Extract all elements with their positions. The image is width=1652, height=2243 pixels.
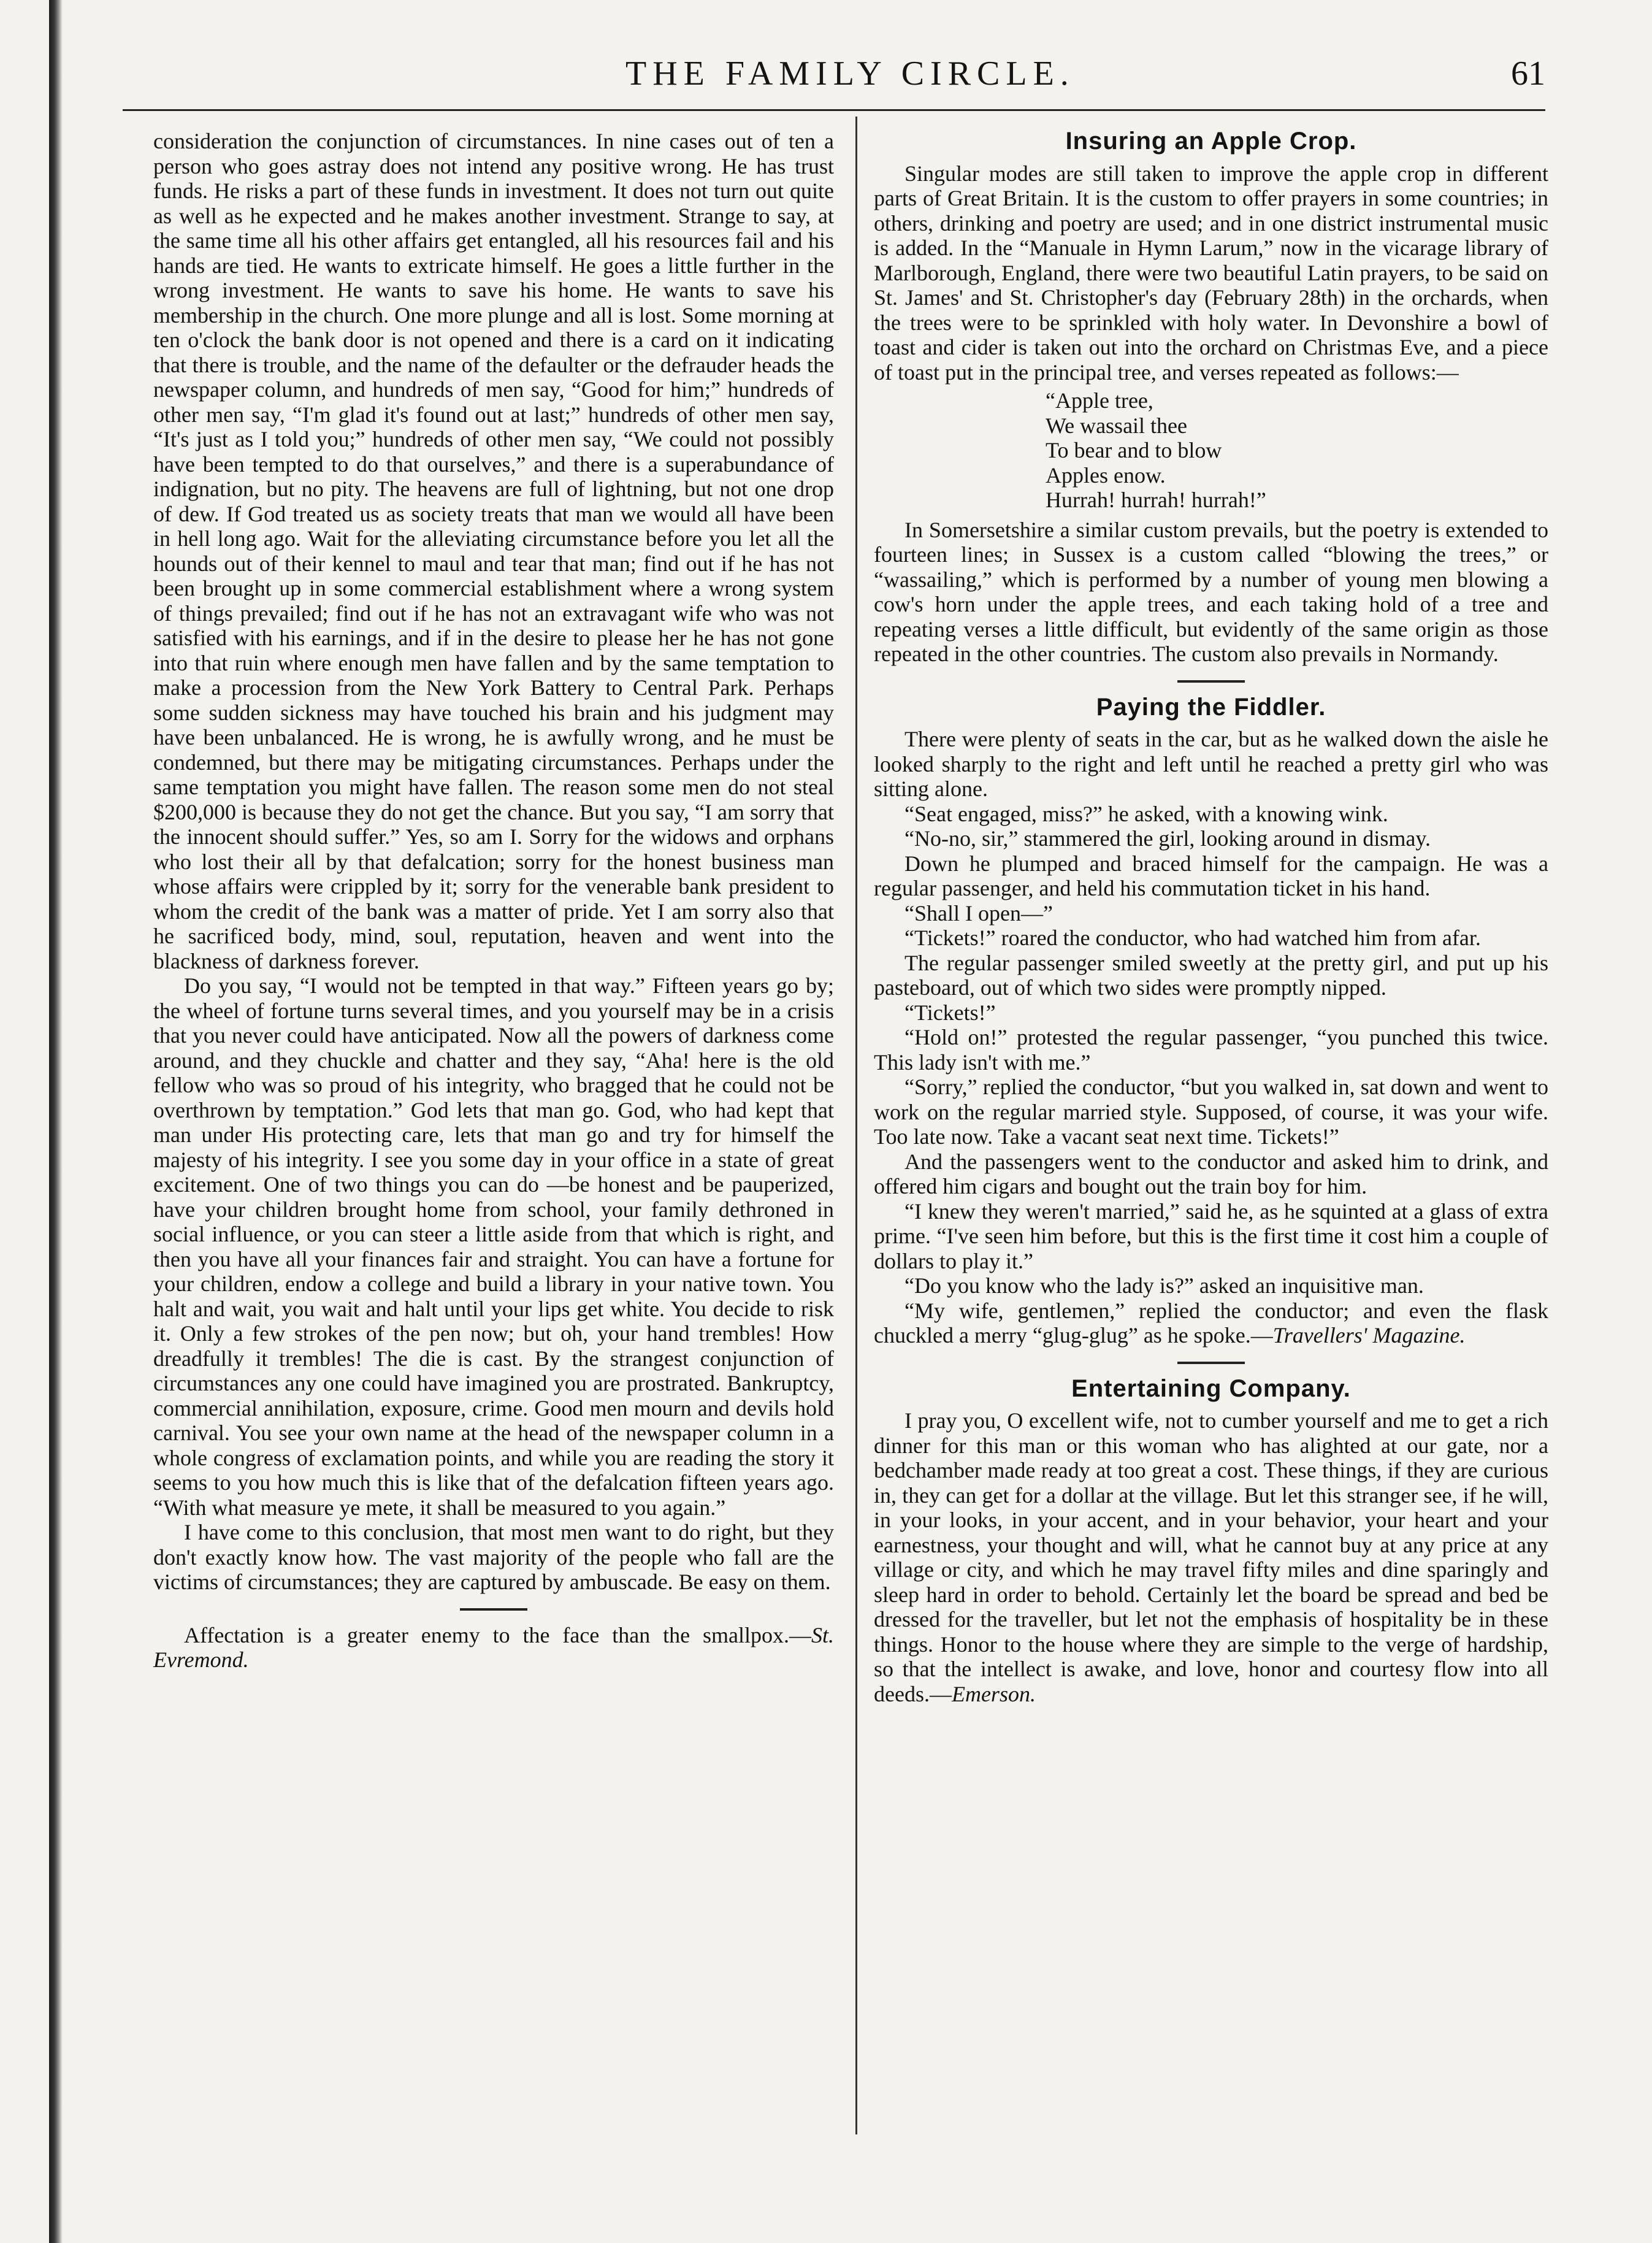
fiddler-paragraph: Down he plumped and braced himself for the campaign. He was a regular passenger, and held his commutation ticket in his hand. — [874, 851, 1548, 900]
verse-line: We wassail thee — [1046, 413, 1188, 438]
section-separator — [1177, 1362, 1245, 1364]
fiddler-last-text: “My wife, gentlemen,” replied the conductor; and even the flask chuckled a merry “glug-glug” as he spoke.— — [874, 1298, 1548, 1348]
apple-paragraph: In Somersetshire a similar custom prevails, but the poetry is extended to fourteen lines; in Sussex is a custom called “blowing the trees,” or “wassailing,” which is performed by a number of young men blowing a cow's horn under the apple trees, and each taking hold of a tree and repeating verses a little difficult, but evidently of the same origin as those repeated in the other countries. The custom also prevails in Normandy. — [874, 517, 1548, 666]
article-paragraph: Do you say, “I would not be tempted in that way.” Fifteen years go by; the wheel of fortune turns several times, and you yourself may be in a crisis that you never could have anticipated. Now all the powers of darkness come around, and they chuckle and chatter and they say, “Aha! here is the old fellow who was so proud of his integrity, who bragged that he could not be overthrown by temptation.” God lets that man go. God, who had kept that man under His protecting care, lets that man go and try for himself the majesty of his integrity. I see you some day in your office in a state of great excitement. One of two things you can do —be honest and be pauperized, have your children brought home from school, your family dethroned in social influence, or you can steer a little aside from that which is right, and then you have all your finances fair and straight. You can have a fortune for your children, endow a college and build a library in your native town. You halt and wait, you wait and halt until your lips get white. You decide to risk it. Only a few strokes of the pen now; but oh, your hand trembles! How dreadfully it trembles! The die is cast. By the strangest conjunction of circumstances any one could have imagined you are prostrated. Bankruptcy, commercial annihilation, exposure, crime. Good men mourn and devils hold carnival. You see your own name at the head of the newspaper column in a whole congress of exclamation points, and while you are reading the story it seems to you how much this is like that of the defalcation fifteen years ago. “With what measure ye mete, it shall be measured to you again.” — [153, 973, 834, 1520]
quotation-author: St. Evremond. — [153, 1622, 834, 1672]
verse-line: Hurrah! hurrah! hurrah!” — [1046, 488, 1266, 512]
left-column — [153, 129, 834, 1673]
article-paragraph: I have come to this conclusion, that most men want to do right, but they don't exactly know how. The vast majority of the people who fall are the victims of circumstances; they are captured by ambuscade. Be easy on them. — [153, 1520, 834, 1594]
fiddler-paragraph: “Sorry,” replied the conductor, “but you walked in, sat down and went to work on the regular married style. Supposed, of course, it was your wife. Too late now. Take a vacant seat next time. Tickets!” — [874, 1075, 1548, 1149]
section-separator — [460, 1608, 527, 1611]
journal-title: THE FAMILY CIRCLE. — [625, 55, 1075, 93]
heading-apple-crop: Insuring an Apple Crop. — [1065, 128, 1357, 155]
heading-entertaining-company: Entertaining Company. — [1071, 1375, 1351, 1402]
verse-line: “Apple tree, — [1046, 388, 1153, 413]
article-paragraph: consideration the conjunction of circumstances. In nine cases out of ten a person who goes astray does not intend any positive wrong. He has trust funds. He risks a part of these funds in investment. It does not turn out quite as well as he expected and he makes another investment. Strange to say, at the same time all his other affairs get entangled, all his resources fail and his hands are tied. He wants to extricate himself. He goes a little further in the wrong investment. He wants to save his home. He wants to save his membership in the church. One more plunge and all is lost. Some morning at ten o'clock the bank door is not opened and there is a card on it indicating that there is trouble, and the name of the defaulter or the defrauder heads the newspaper column, and hundreds of men say, “Good for him;” hundreds of other men say, “I'm glad it's found out at last;” hundreds of other men say, “It's just as I told you;” hundreds of other men say, “We could not possibly have been tempted to do that ourselves,” and there is a superabundance of indignation, but no pity. The heavens are full of lightning, but not one drop of dew. If God treated us as society treats that man we would all have been in hell long ago. Wait for the alleviating circumstance before you let all the hounds out of their kennel to maul and tear that man; find out if he has not been brought up in some commercial establishment where a wrong system of things prevailed; find out if he has not an extravagant wife who was not satisfied with his earnings, and if in the desire to please her he has not gone into that ruin where enough men have fallen and by the same temptation to make a procession from the New York Battery to Central Park. Perhaps some sudden sickness may have touched his brain and his judgment may have been unbalanced. He is wrong, he is awfully wrong, and he must be condemned, but there may be mitigating circumstances. Perhaps under the same temptation you might have fallen. The reason some men do not steal $200,000 is because they do not get the chance. But you say, “I am sorry that the innocent should suffer.” Yes, so am I. Sorry for the widows and orphans who lost their all by that defalcation; sorry for the honest business man whose affairs were crippled by it; sorry for the venerable bank president to whom the credit of the bank was a matter of pride. Yet I am sorry also that he sacrificed body, mind, soul, reputation, heaven and went into the blackness of darkness forever. — [153, 129, 834, 973]
fiddler-paragraph: “Seat engaged, miss?” he asked, with a knowing wink. — [904, 801, 1388, 826]
binding-edge — [49, 0, 63, 2243]
fiddler-paragraph: And the passengers went to the conductor and asked him to drink, and offered him cigars and bought out the train boy for him. — [874, 1149, 1548, 1198]
verse-line: Apples enow. — [1046, 462, 1166, 488]
heading-paying-fiddler: Paying the Fiddler. — [1096, 693, 1326, 721]
fiddler-paragraph — [874, 1298, 1548, 1348]
fiddler-paragraph: “Do you know who the lady is?” asked an inquisitive man. — [904, 1273, 1424, 1298]
quotation-text: Affectation is a greater enemy to the face than the smallpox.— — [184, 1622, 811, 1647]
apple-paragraph: Singular modes are still taken to improve the apple crop in different parts of Great Britain. It is the custom to offer prayers in some countries; in others, drinking and poetry are used; and in one district instrumental music is added. In the “Manuale in Hymn Larum,” now in the vicarage library of Marlborough, England, there were two beautiful Latin prayers, to be said on St. James' and St. Christopher's day (February 28th) in the orchards, when the trees were to be sprinkled with holy water. In Devonshire a bowl of toast and cider is taken out into the orchard on Christmas Eve, and a piece of toast put in the principal tree, and verses repeated as follows:— — [874, 161, 1548, 385]
fiddler-paragraph: “No-no, sir,” stammered the girl, looking around in dismay. — [904, 826, 1431, 851]
header-rule — [123, 109, 1545, 111]
verse-line: To bear and to blow — [1046, 438, 1222, 462]
company-paragraph — [874, 1408, 1548, 1706]
wassail-verse — [1046, 388, 1548, 513]
company-author: Emerson. — [951, 1681, 1036, 1706]
right-column — [874, 129, 1548, 1706]
quotation — [153, 1623, 834, 1673]
page-header — [123, 54, 1545, 103]
section-separator — [1177, 680, 1245, 683]
fiddler-paragraph: “I knew they weren't married,” said he, as he squinted at a glass of extra prime. “I've seen him before, but this is the first time it cost him a couple of dollars to play it.” — [874, 1198, 1548, 1273]
company-text: I pray you, O excellent wife, not to cumber yourself and me to get a rich dinner for this man or this woman who has alighted at our gate, nor a bedchamber made ready at too great a cost. These things, if they are curious in, they can get for a dollar at the village. But let this stranger see, if he will, in your looks, in your accent, and in your behavior, your heart and your earnestness, your thought and will, what he cannot buy at any price at any village or city, and which he may travel fifty miles and dine sparingly and sleep hard in order to behold. Certainly let the board be spread and bed be dressed for the traveller, but let not the emphasis of hospitality be in these things. Honor to the house where they are simple to the verge of hardship, so that the intellect is awake, and love, honor and courtesy flow into all deeds.— — [874, 1408, 1548, 1706]
fiddler-paragraph: The regular passenger smiled sweetly at the pretty girl, and put up his pasteboard, out of which two sides were promptly nipped. — [874, 950, 1548, 1000]
fiddler-paragraph: “Hold on!” protested the regular passenger, “you punched this twice. This lady isn't with me.” — [874, 1025, 1548, 1075]
fiddler-paragraph: There were plenty of seats in the car, but as he walked down the aisle he looked sharply to the right and left until he reached a pretty girl who was sitting alone. — [874, 727, 1548, 801]
column-rule — [855, 117, 857, 2134]
page-number: 61 — [1511, 55, 1545, 93]
fiddler-paragraph: “Shall I open—” — [904, 900, 1053, 926]
fiddler-paragraph: “Tickets!” — [904, 1000, 996, 1025]
fiddler-paragraph: “Tickets!” roared the conductor, who had watched him from afar. — [904, 926, 1481, 950]
fiddler-source: Travellers' Magazine. — [1272, 1323, 1466, 1348]
